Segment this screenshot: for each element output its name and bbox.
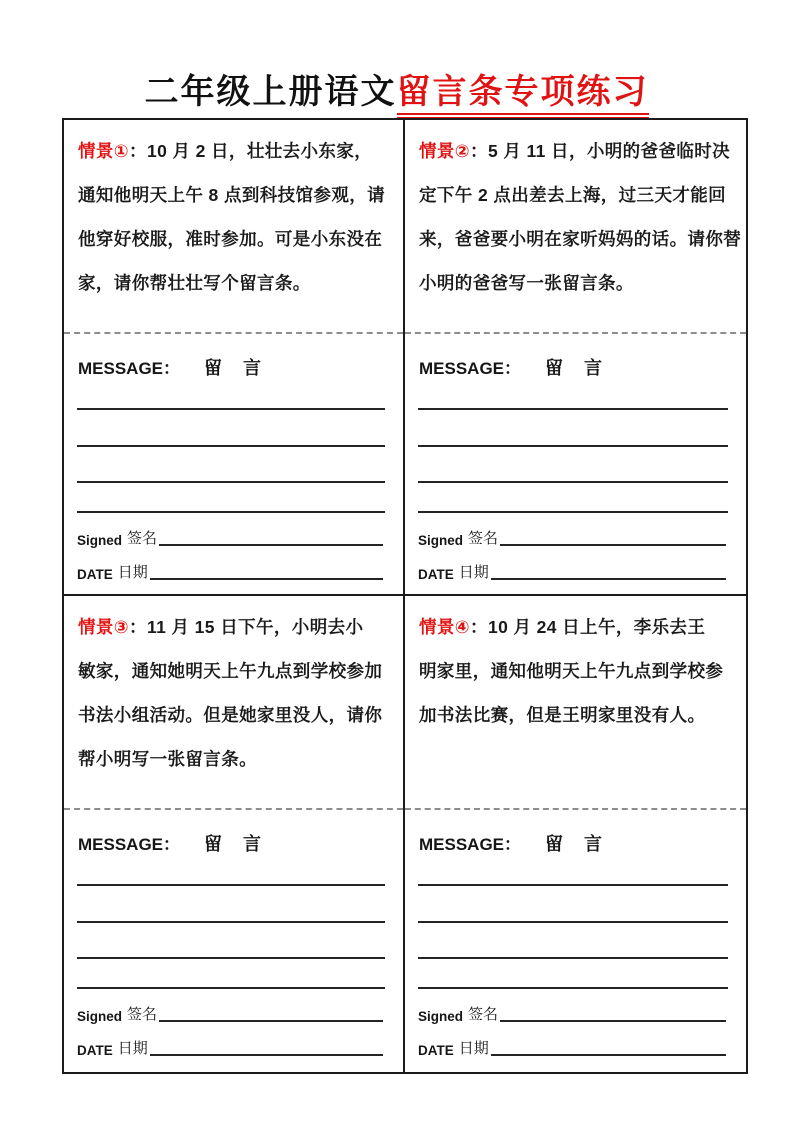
signed-line (500, 544, 726, 546)
dashed-separator (405, 332, 746, 334)
date-row: DATE 日期 (418, 558, 726, 582)
writing-line (418, 884, 728, 886)
writing-line (418, 408, 728, 410)
scenario-cell-2 (405, 120, 746, 596)
writing-line (418, 481, 728, 483)
writing-line (77, 957, 385, 959)
signed-line (159, 544, 383, 546)
signed-label: Signed (418, 533, 464, 548)
writing-line (418, 957, 728, 959)
date-label: DATE (418, 1043, 454, 1058)
dashed-separator (405, 808, 746, 810)
date-line (491, 578, 726, 580)
signed-row: Signed 签名 (77, 1000, 383, 1024)
message-heading: MESSAGE： 留 言 (78, 358, 270, 378)
date-line (150, 1054, 383, 1056)
signed-label: Signed (418, 1009, 464, 1024)
scenario-4-label: 情景④ (419, 617, 471, 637)
writing-line (77, 511, 385, 513)
signed-line (500, 1020, 726, 1022)
date-label: DATE (77, 567, 113, 582)
writing-line (418, 445, 728, 447)
signed-row: Signed 签名 (418, 1000, 726, 1024)
page-title-red-underlined: 留言条专项练习 (397, 73, 649, 119)
scenario-cell-3 (64, 596, 405, 1072)
page-title-black: 二年级上册语文 (144, 73, 397, 111)
signed-label: Signed (77, 533, 123, 548)
scenario-cell-1 (64, 120, 405, 596)
writing-line (77, 884, 385, 886)
scenario-3-text: 情景③：11 月 15 日下午，小明去小 敏家，通知她明天上午九点到学校参加 书法小组活动。但是她家里没人，请你 帮小明写一张留言条。 (78, 617, 383, 769)
writing-line (77, 481, 385, 483)
date-row: DATE 日期 (77, 558, 383, 582)
message-heading: MESSAGE： 留 言 (419, 358, 611, 378)
scenario-cell-4 (405, 596, 746, 1072)
writing-line (77, 408, 385, 410)
scenario-1-text: 情景①：10 月 2 日，壮壮去小东家， 通知他明天上午 8 点到科技馆参观，请 他穿好校服，准时参加。可是小东没在 家，请你帮壮壮写个留言条。 (78, 141, 386, 293)
scenario-1-label: 情景① (78, 141, 130, 161)
writing-line (77, 921, 385, 923)
scenario-4-text: 情景④：10 月 24 日上午，李乐去王 明家里，通知他明天上午九点到学校参 加书法比赛，但是王明家里没有人。 (419, 617, 724, 725)
date-line (491, 1054, 726, 1056)
signed-row: Signed 签名 (418, 524, 726, 548)
date-row: DATE 日期 (77, 1034, 383, 1058)
scenario-3-label: 情景③ (78, 617, 130, 637)
signed-row: Signed 签名 (77, 524, 383, 548)
message-heading: MESSAGE： 留 言 (419, 834, 611, 854)
worksheet-table (62, 118, 748, 1074)
writing-line (418, 511, 728, 513)
date-row: DATE 日期 (418, 1034, 726, 1058)
date-line (150, 578, 383, 580)
dashed-separator (64, 332, 403, 334)
writing-line (77, 445, 385, 447)
writing-line (418, 987, 728, 989)
date-label: DATE (77, 1043, 113, 1058)
signed-label: Signed (77, 1009, 123, 1024)
date-label: DATE (418, 567, 454, 582)
writing-line (418, 921, 728, 923)
message-heading: MESSAGE： 留 言 (78, 834, 270, 854)
scenario-2-text: 情景②：5 月 11 日，小明的爸爸临时决 定下午 2 点出差去上海，过三天才能回 来，爸爸要小明在家听妈妈的话。请你替 小明的爸爸写一张留言条。 (419, 141, 742, 293)
page-title (0, 64, 793, 113)
dashed-separator (64, 808, 403, 810)
writing-line (77, 987, 385, 989)
scenario-2-label: 情景② (419, 141, 471, 161)
signed-line (159, 1020, 383, 1022)
